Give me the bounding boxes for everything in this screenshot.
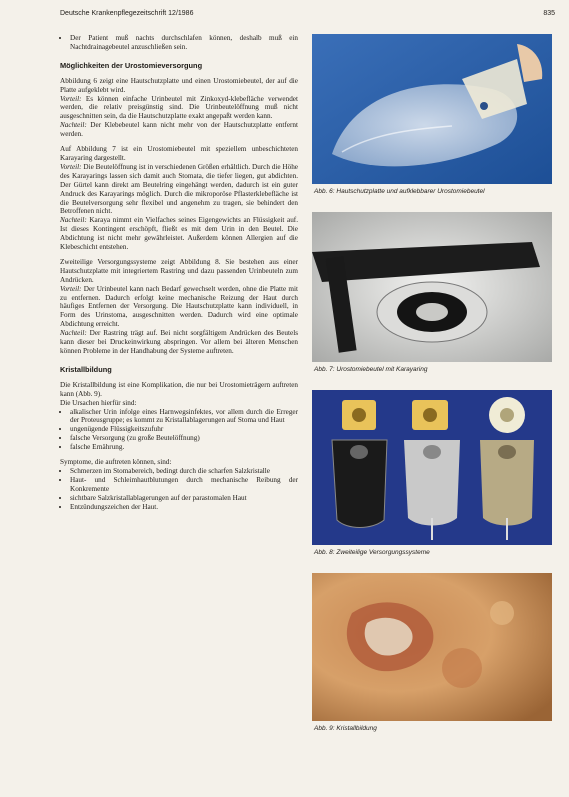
paragraph-text: Der Klebebeutel kann nicht mehr von der Hautschutzplatte entfernt werden. <box>60 121 298 139</box>
label-nachteil: Nachteil: <box>60 216 87 225</box>
symptoms-list <box>60 467 298 512</box>
list-item: • falsche Ernährung. <box>70 443 298 452</box>
label-nachteil: Nachteil: <box>60 329 87 338</box>
section-heading-urostomy: Möglichkeiten der Urostomieversorgung <box>60 60 203 70</box>
list-item: • falsche Versorgung (zu große Beutelöffnung) <box>70 434 298 443</box>
paragraph-text: Der Urinbeutel kann nach Bedarf gewechselt werden, ohne die Platte mit zu entfernen. Dadurch erfolgt keine mechanische Reizung der Haut durch häufiges Entfernen der Versorgung. Die Hautschutzplatte kann individuell, in Form des Urinstoma, ausgeschnitten werden. Dadurch wird eine optimale Abdichtung erreicht. <box>60 284 298 329</box>
paragraph-fig7 <box>60 145 298 252</box>
figure-9 <box>312 573 552 737</box>
photo-two-piece-systems <box>312 390 552 545</box>
paragraph-text: Es können einfache Urinbeutel mit Zinkoxyd-klebefläche verwendet werden, die relativ preisgünstig sind. Die Urinbeutelöffnung muß nicht ausgeschnitten sein, da die Hautschutzplatte exakt angepaßt werden kann. <box>60 94 298 121</box>
figure-column <box>312 34 552 737</box>
paragraph-fig8 <box>60 258 298 356</box>
label-nachteil: Nachteil: <box>60 121 87 130</box>
text-column <box>60 34 298 518</box>
label-vorteil: Vorteil: <box>60 284 82 293</box>
paragraph-text: Karaya nimmt ein Vielfaches seines Eigengewichts an Flüssigkeit auf. Ist dieses Kontingent erschöpft, fließt es mit dem Urin in den Beutel. Die Abdichtung ist nicht mehr gewährleistet. Außerdem können Allergien auf die Klebeschicht entstehen. <box>60 216 298 252</box>
figure-7 <box>312 212 552 378</box>
label-vorteil: Vorteil: <box>60 94 82 103</box>
photo-crystal-formation <box>312 573 552 721</box>
paragraph-text: Die Kristallbildung ist eine Komplikation, die nur bei Urostomieträgern auftreten kann (Abb. 9). <box>60 380 298 398</box>
paragraph-fig6 <box>60 77 298 139</box>
list-item: • Haut- und Schleimhautblutungen durch mechanische Reibung der Konkremente <box>70 476 298 494</box>
caption-fig7: Abb. 7: Urostomiebeutel mit Karayaring <box>314 366 428 373</box>
caption-fig8: Abb. 8: Zweiteilige Versorgungssysteme <box>314 549 430 556</box>
page-header <box>60 10 555 17</box>
paragraph-symptoms: Symptome, die auftreten können, sind: <box>60 458 172 467</box>
list-item: • Entzündungszeichen der Haut. <box>70 503 298 512</box>
list-item: • ungenügende Flüssigkeitszufuhr <box>70 425 298 434</box>
section-heading-crystals: Kristallbildung <box>60 364 112 374</box>
caption-fig9: Abb. 9: Kristallbildung <box>314 725 377 732</box>
caption-fig6: Abb. 6: Hautschutzplatte und aufklebbarer Urostomiebeutel <box>314 188 485 195</box>
list-item: • Schmerzen im Stomabereich, bedingt durch die scharfen Salzkristalle <box>70 467 298 476</box>
paragraph-crystals <box>60 381 298 408</box>
intro-list <box>60 34 298 52</box>
paragraph-text: Der Rastring trägt auf. Bei nicht sorgfältigem Andrücken des Beutels kann dieser bei Druckeinwirkung abspringen. Vor allem bei älteren Menschen können Probleme in der Handhabung der Systeme auftreten. <box>60 329 298 355</box>
paragraph-text: Auf Abbildung 7 ist ein Urostomiebeutel mit speziellem unbeschichteten Karayaring dargestellt. <box>60 145 298 162</box>
paragraph-text: Die Ursachen hierfür sind: <box>60 398 137 407</box>
list-item: • sichtbare Salzkristallablagerungen auf der parastomalen Haut <box>70 494 298 503</box>
journal-title: Deutsche Krankenpflegezeitschrift 12/1986 <box>60 10 194 17</box>
causes-list <box>60 408 298 453</box>
photo-karaya-ring <box>312 212 552 362</box>
label-vorteil: Vorteil: <box>60 162 82 171</box>
paragraph-text: Die Beutelöffnung ist in verschiedenen Größen erhältlich. Durch die Höhe des Karayarings lassen sich damit auch Stomata, die tiefer liegen, gut abdichten. Der Gürtel kann direkt am Beutelring eingehängt werden, dadurch ist ein guter Andruck des Karayarings möglich. Durch die mikroporöse Pflasterklebefläche ist die Beutelversorgung sehr flexibel und angenehm zu tragen, sie behindert den Betroffenen nicht. <box>60 162 298 216</box>
list-item: • alkalischer Urin infolge eines Harnwegsinfektes, vor allem durch die Erreger der Proteusgruppe; es kommt zu Kristallablagerungen auf Stoma und Haut <box>70 408 298 426</box>
paragraph-text: Abbildung 6 zeigt eine Hautschutzplatte und einen Urostomiebeutel, der auf die Platte aufgeklebt wird. <box>60 76 298 94</box>
figure-6 <box>312 34 552 200</box>
photo-urostomy-bag <box>312 34 552 184</box>
page-number: 835 <box>543 10 555 17</box>
list-item: • Der Patient muß nachts durchschlafen können, deshalb muß ein Nachtdrainagebeutel anzuschließen sein. <box>70 34 298 52</box>
paragraph-text: Zweiteilige Versorgungssysteme zeigt Abbildung 8. Sie bestehen aus einer Hautschutzplatte mit integriertem Rastring und dazu passenden Urinbeuteln zum Andrücken. <box>60 257 298 284</box>
figure-8 <box>312 390 552 561</box>
